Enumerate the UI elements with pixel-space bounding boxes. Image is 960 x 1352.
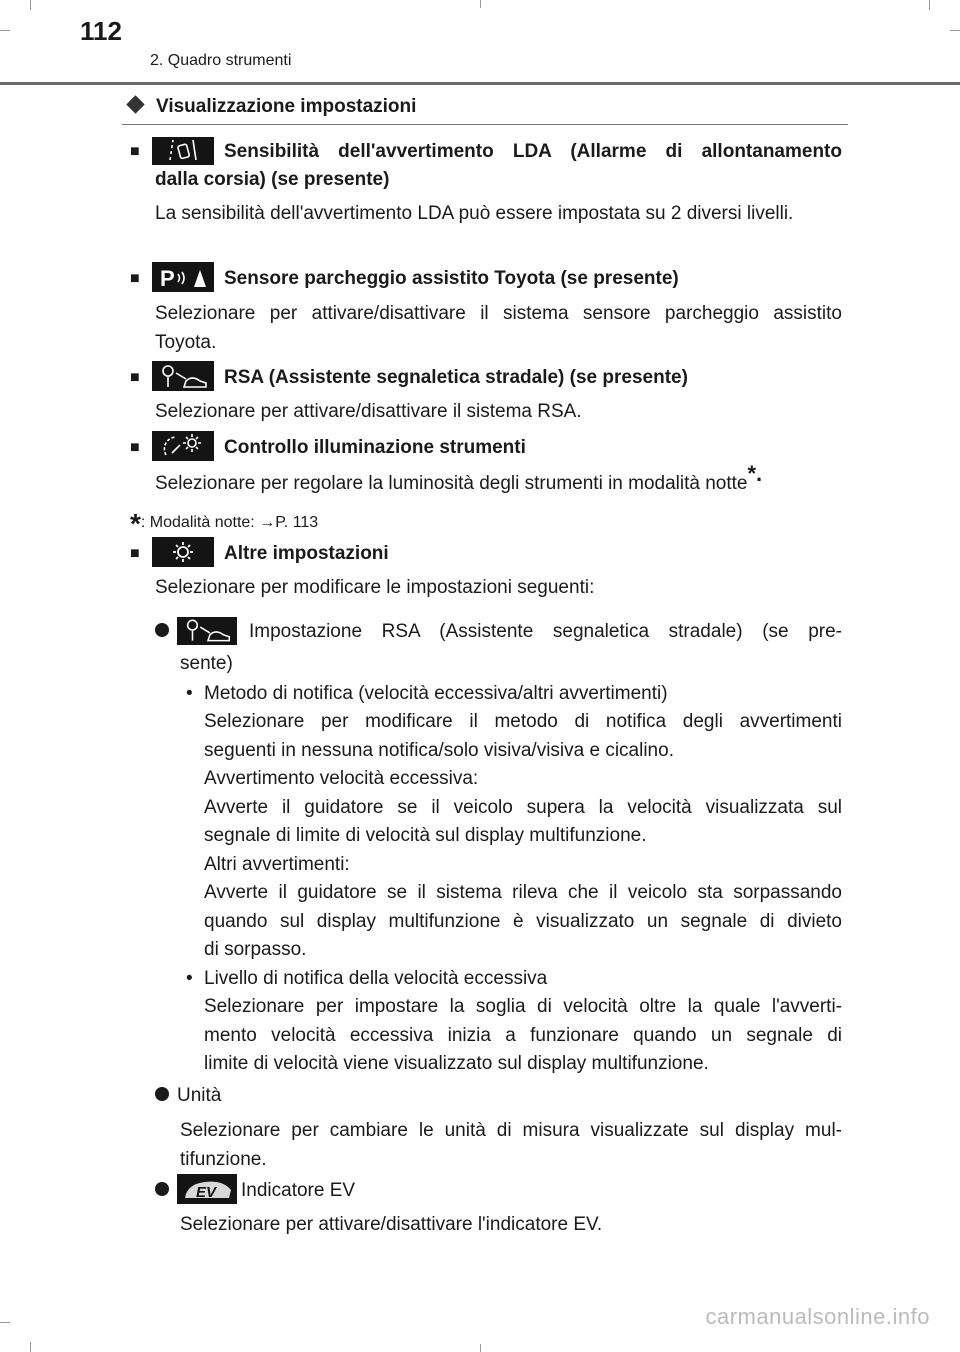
bullet-icon: • <box>186 968 193 989</box>
square-bullet-icon: ■ <box>130 143 140 161</box>
footnote-mark: *. <box>747 461 763 486</box>
units-title: Unità <box>155 1082 842 1111</box>
rsa-setting-title-cont: sente) <box>180 653 233 674</box>
section-title: Visualizzazione impostazioni <box>156 96 417 117</box>
crop-mark <box>480 0 481 8</box>
bullet-icon: • <box>186 683 193 704</box>
square-bullet-icon: ■ <box>130 369 140 387</box>
section-heading <box>125 96 416 118</box>
parking-sensor-icon <box>152 262 214 292</box>
meter-brightness-icon <box>152 431 214 461</box>
item-other-title: ■ Altre impostazioni <box>130 539 842 570</box>
round-bullet-icon <box>155 1182 169 1196</box>
item-brightness-title: ■ Controllo illuminazione strumenti <box>130 433 842 464</box>
list-item-body: Selezionare per modificare il metodo di notifica degli avvertimenti seguenti in nessuna notifica/solo visiva/visiva e cicalino. Avvertimento velocità eccessiva: Avverte il guidatore se il veicolo supera la velocità visualizzata sul segnale di limite di velocità sul display multifunzione. Altri avvertimenti: Avverte il guidatore se il sistema rileva che il veicolo sta sorpassando quando sul display multifunzione è visualizzato un segnale di divieto di sorpasso. <box>204 711 842 960</box>
units-body: Selezionare per cambiare le unità di misura visualizzate sul display mul- tifunzione. <box>180 1120 842 1170</box>
square-bullet-icon: ■ <box>130 545 140 563</box>
item-brightness-body: Selezionare per regolare la luminosità degli strumenti in modalità notte*. <box>155 461 763 494</box>
item-lda-title: ■ Sensibilità dell'avvertimento LDA (Allarme di allontanamento <box>130 137 842 166</box>
item-parking-title: ■ P Sensore parcheggio assistito Toyota (se presente) <box>130 264 842 295</box>
item-other-body: Selezionare per modificare le impostazioni seguenti: <box>155 577 595 598</box>
item-rsa-title: ■ RSA (Assistente segnaletica stradale) (se presente) <box>130 363 842 394</box>
section-rule <box>122 124 848 125</box>
page-number: 112 <box>80 16 122 46</box>
svg-text:EV: EV <box>196 1184 217 1201</box>
rsa-icon <box>177 617 237 645</box>
watermark: carmanualsonline.info <box>705 1304 930 1329</box>
item-lda-body: La sensibilità dell'avvertimento LDA può essere impostata su 2 diversi livelli. <box>155 203 794 224</box>
crop-mark <box>0 1322 10 1323</box>
header-rule <box>0 82 960 85</box>
square-bullet-icon: ■ <box>130 270 140 288</box>
crop-mark <box>30 0 31 10</box>
list-item: • Metodo di notifica (velocità eccessiva/altri avvertimenti) <box>186 680 842 709</box>
item-lda-title-cont: dalla corsia) (se presente) <box>155 169 390 190</box>
ev-title: EV Indicatore EV <box>155 1176 842 1206</box>
crop-mark <box>929 0 930 10</box>
crop-mark <box>480 1344 481 1352</box>
crop-mark <box>30 1342 31 1352</box>
list-item-body: Selezionare per impostare la soglia di velocità oltre la quale l'avverti- mento velocità eccessiva inizia a funzionare quando un segnale di limite di velocità viene visualizzato sul display multifunzione. <box>204 996 842 1074</box>
diamond-bullet-icon <box>126 95 144 113</box>
rsa-icon <box>152 361 214 391</box>
crop-mark <box>950 30 960 31</box>
gear-icon <box>152 537 214 567</box>
list-item: • Livello di notifica della velocità eccessiva <box>186 965 842 994</box>
ev-body: Selezionare per attivare/disattivare l'indicatore EV. <box>180 1214 603 1235</box>
footnote: *: Modalità notte: →P. 113 <box>130 508 319 539</box>
rsa-setting-title: Impostazione RSA (Assistente segnaletica stradale) (se pre- <box>155 617 842 646</box>
svg-text:P: P <box>160 266 175 291</box>
crop-mark <box>0 30 10 31</box>
item-parking-body: Selezionare per attivare/disattivare il sistema sensore parcheggio assistito Toyota. <box>155 303 842 353</box>
lda-sensitivity-icon <box>152 137 214 165</box>
round-bullet-icon <box>155 623 169 637</box>
round-bullet-icon <box>155 1087 169 1101</box>
square-bullet-icon: ■ <box>130 439 140 457</box>
item-rsa-body: Selezionare per attivare/disattivare il sistema RSA. <box>155 401 582 422</box>
ev-indicator-icon <box>177 1174 237 1204</box>
chapter-title: 2. Quadro strumenti <box>150 52 292 69</box>
